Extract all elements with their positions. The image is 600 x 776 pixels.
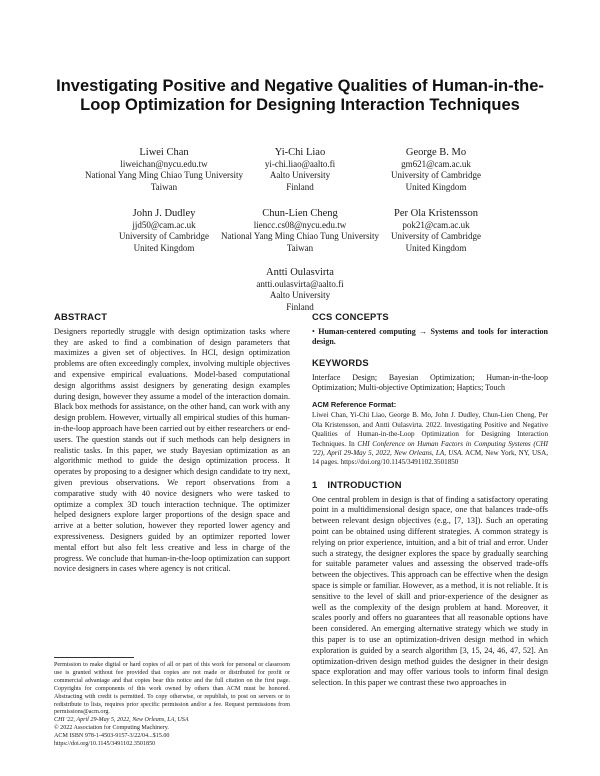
author-country: Taiwan <box>150 181 178 192</box>
author-name: George B. Mo <box>405 147 467 158</box>
author-email: liweichan@nycu.edu.tw <box>120 159 208 169</box>
author-block <box>200 266 400 313</box>
author-country: United Kingdom <box>133 242 195 253</box>
reference-text-part: Liwei Chan, Yi-Chi Liao, George B. Mo, John J. Dudley, Chun-Lien Cheng, Per Ola Kristensson, and Antti Oulasvirta. 2022. Investigating Positive and Negative Qualities of Human-in-the-Loop Optimization for Designing Interaction Techniques. In <box>312 411 548 448</box>
ccs-heading: CCS CONCEPTS <box>312 311 389 322</box>
author-country: United Kingdom <box>405 181 467 192</box>
author-affiliation: University of Cambridge <box>391 231 481 242</box>
author-affiliation: University of Cambridge <box>119 231 209 242</box>
ccs-arrow: → <box>419 326 428 336</box>
ccs-bullet: • <box>312 326 315 336</box>
author-email: liencc.cs08@nycu.edu.tw <box>253 220 347 230</box>
keywords-text: Interface Design; Bayesian Optimization; Human-in-the-loop Optimization; Multi-objective Optimization; Haptics; Touch <box>312 372 548 393</box>
ccs-concept-primary: Human-centered computing <box>318 326 416 336</box>
author-country: United Kingdom <box>405 242 467 253</box>
section-title: INTRODUCTION <box>327 478 402 490</box>
reference-text-part: ACM, New York, NY, USA, 14 pages. https://doi.org/10.1145/3491102.3501850 <box>312 449 548 467</box>
isbn-line: ACM ISBN 978-1-4503-9157-3/22/04...$15.00 <box>54 733 170 740</box>
abstract-text: Designers reportedly struggle with design optimization tasks where they are asked to find a combination of design parameters that maximizes a given set of objectives. In HCI, design optimization problems are often exceedingly complex, involving multiple objectives and expensive empirical evaluations. Model-based computational design algorithms assist designers by generating design examples during design, however they assume a model of the interaction domain. Black box methods for assistance, on the other hand, can work with any design problem. However, virtually all empirical studies of this human-in-the-loop approach have been carried out by either researchers or end-users. The question stands out if such methods can help designers in realistic tasks. In this paper, we study Bayesian optimization as an algorithmic method to guide the design optimization process. It operates by proposing to a designer which design candidate to try next, given previous observations. We report observations from a comparative study with 40 novice designers who were tasked to optimize a complex 3D touch interaction technique. The optimizer helped designers explore larger proportions of the design space and arrive at a better solution, however they reported lower agency and expressiveness. Designers guided by an optimizer reported lower mental effort but also felt less creative and less in charge of the progress. We conclude that human-in-the-loop optimization can support novice designers in cases where agency is not critical. <box>54 326 290 574</box>
author-country: Taiwan <box>286 242 314 253</box>
ccs-concepts <box>312 327 548 348</box>
author-name: Liwei Chan <box>139 147 189 158</box>
author-name: Chun-Lien Cheng <box>262 208 338 219</box>
author-block <box>336 146 536 193</box>
author-name: Per Ola Kristensson <box>394 208 478 219</box>
author-country: Finland <box>286 181 314 192</box>
ccs-concept-secondary: Systems and tools for interaction design. <box>312 326 548 347</box>
author-email: antti.oulasvirta@aalto.fi <box>256 279 344 289</box>
author-affiliation: National Yang Ming Chiao Tung University <box>220 231 379 242</box>
author-name: John J. Dudley <box>132 208 196 219</box>
author-country: Finland <box>286 301 314 312</box>
author-affiliation: Aalto University <box>269 290 331 301</box>
section-number: 1 <box>312 478 318 490</box>
left-column <box>54 312 290 575</box>
doi-line: https://doi.org/10.1145/3491102.3501850 <box>54 741 156 748</box>
author-affiliation: National Yang Ming Chiao Tung University <box>84 170 243 181</box>
author-affiliation: Aalto University <box>269 170 331 181</box>
footnote-divider <box>54 657 134 658</box>
keywords-heading: KEYWORDS <box>312 356 369 368</box>
author-email: gm621@cam.ac.uk <box>401 159 471 169</box>
right-column <box>312 312 548 689</box>
reference-venue: CHI Conference on Human Factors in Computing Systems (CHI '22), April 29-May 5, 2022, New Orleans, LA, USA. <box>312 439 548 458</box>
reference-format-text <box>312 411 548 467</box>
paper-title: Investigating Positive and Negative Qualities of Human-in-the-Loop Optimization for Designing Interaction Techniques <box>56 77 544 114</box>
author-email: pok21@cam.ac.uk <box>402 220 470 230</box>
permission-text: Permission to make digital or hard copies of all or part of this work for personal or classroom use is granted without fee provided that copies are not made or distributed for profit or commercial advantage and that copies bear this notice and the full citation on the first page. Copyrights for components of this work owned by others than ACM must be honored. Abstracting with credit is permitted. To copy otherwise, or republish, to post on servers or to redistribute to lists, requires prior specific permission and/or a fee. Request permissions from permissions@acm.org. <box>54 662 290 716</box>
conference-line: CHI '22, April 29-May 5, 2022, New Orleans, LA, USA <box>54 717 189 724</box>
author-email: jjd50@cam.ac.uk <box>132 220 196 230</box>
author-name: Antti Oulasvirta <box>266 267 334 278</box>
introduction-heading <box>312 480 548 491</box>
permission-footnote <box>54 662 290 749</box>
author-name: Yi-Chi Liao <box>274 147 326 158</box>
author-block <box>336 207 536 254</box>
reference-format-heading: ACM Reference Format: <box>312 399 397 409</box>
copyright-line: © 2022 Association for Computing Machinery. <box>54 725 169 732</box>
author-email: yi-chi.liao@aalto.fi <box>264 159 336 169</box>
introduction-text: One central problem in design is that of finding a satisfactory operating point in a multidimensional design space, one that balances trade-offs between relevant design objectives (e.g., [7, 13]). Such an operating point can be obtained using different strategies. A common strategy is relying on prior experience, intuition, and a bit of trial and error. Under such a strategy, the designer explores the space by gradually searching for suitable parameter values and assessing the observed trade-offs between the objectives. This approach can be effective when the design space is simple or familiar. However, as a method, it is not reliable. It is sensitive to the level of skill and prior-experience of the designer as well as the complexity of the design problem at hand. Moreover, it scales poorly and offers no guarantees that all reasonable options have been considered. An emerging alternative strategy which we study in this paper is to use an optimization-driven design method in which exploration is guided by a search algorithm [3, 15, 24, 46, 47, 52]. An optimization-driven design method guides the designer in their design space exploration and may offer various tools to inform final design selection. In this paper we contrast these two approaches in <box>312 494 548 688</box>
author-affiliation: University of Cambridge <box>391 170 481 181</box>
abstract-heading: ABSTRACT <box>54 311 108 322</box>
